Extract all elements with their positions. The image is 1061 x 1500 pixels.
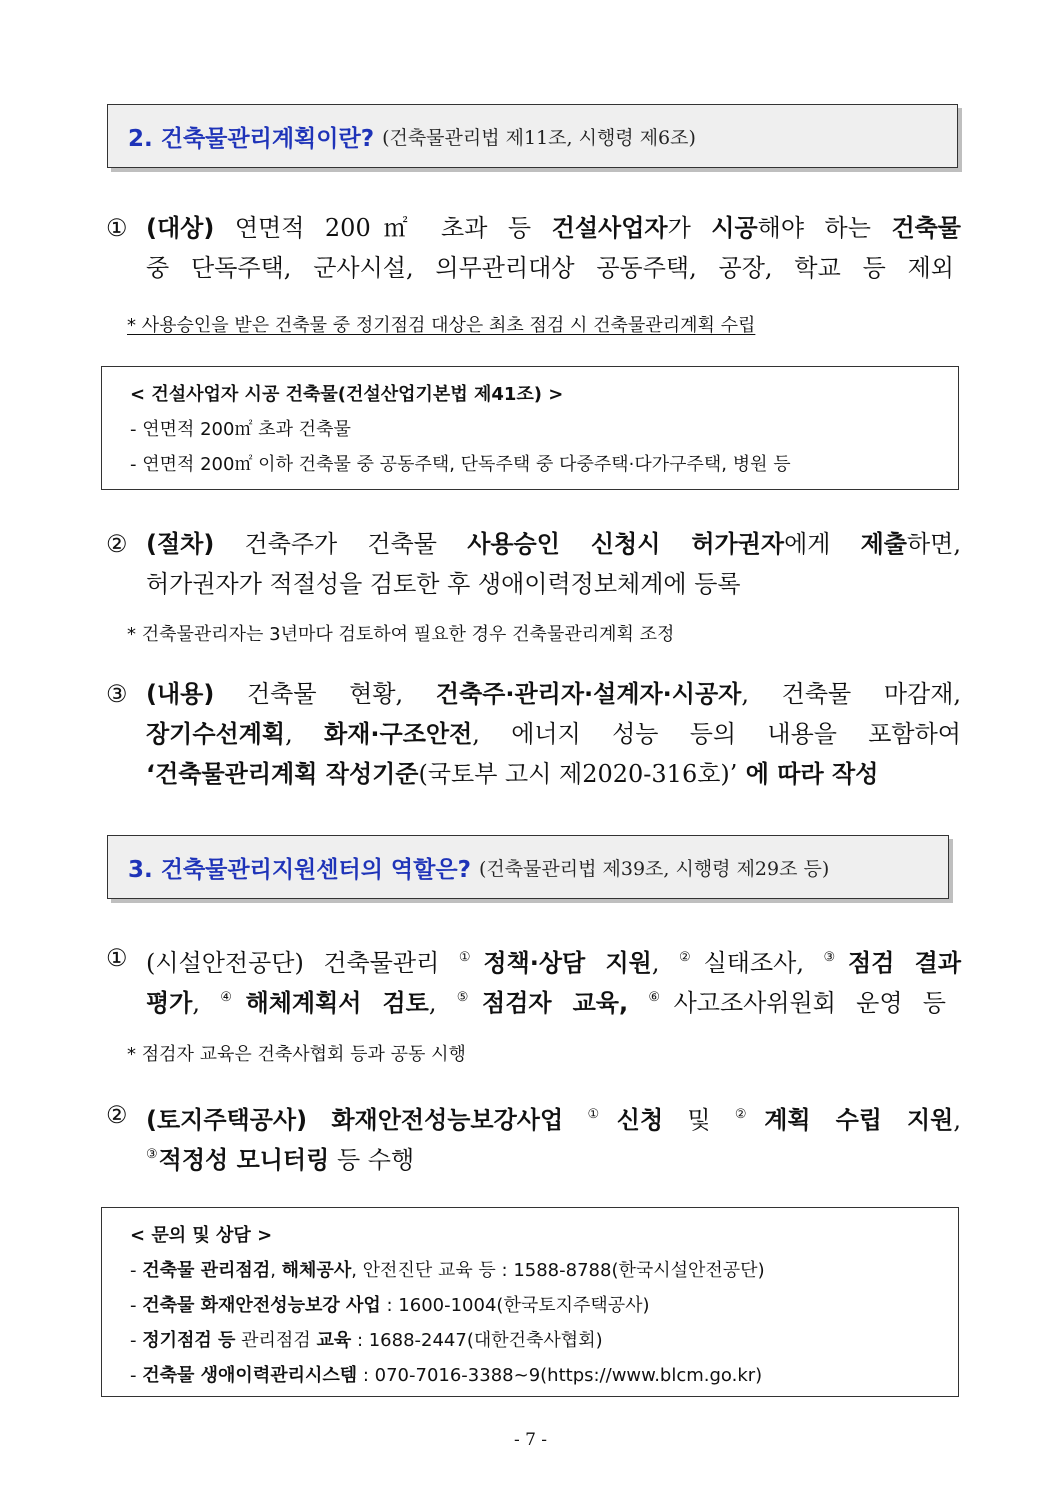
- circled-number: ③: [823, 950, 848, 965]
- text-run: ,: [285, 720, 325, 748]
- box-row-1: - 연면적 200㎡ 초과 건축물: [130, 419, 351, 440]
- text-run: 건축물 화재안전성능보강 사업: [142, 1295, 381, 1316]
- box-title: < 건설사업자 시공 건축물(건설산업기본법 제41조) >: [130, 384, 564, 405]
- item-line-1: [146, 1095, 961, 1140]
- text-run: 사고조사위원회 운영 등: [673, 989, 946, 1017]
- contact-row: [130, 1288, 958, 1323]
- contact-row: [130, 1253, 958, 1288]
- text-run: ,: [953, 1106, 961, 1134]
- text-run: -: [130, 1365, 143, 1386]
- item-line-2: [146, 978, 946, 1023]
- text-run: 화재·구조안전: [324, 720, 473, 748]
- text-run: 건설사업자: [551, 214, 668, 242]
- text-run: 정책·상담 지원: [483, 949, 652, 977]
- item-line-1: [146, 524, 961, 564]
- section-2-reference: (건축물관리법 제11조, 시행령 제6조): [382, 126, 696, 149]
- text-run: -: [130, 1295, 143, 1316]
- text-run: : 1600-1004(한국토지주택공사): [380, 1295, 650, 1316]
- circled-number: ④: [220, 990, 245, 1005]
- item-number: ②: [106, 530, 128, 558]
- text-run: 점검자 교육,: [482, 989, 629, 1017]
- text-run: 해체공사: [281, 1260, 352, 1281]
- text-run: 및: [663, 1106, 735, 1134]
- text-run: ,: [270, 1260, 282, 1281]
- item-line-1: [146, 208, 961, 248]
- text-run: 해체계획서 검토: [245, 989, 429, 1017]
- text-run: 에 따라 작성: [737, 760, 879, 788]
- section-2-item-2-note: * 건축물관리자는 3년마다 검토하여 필요한 경우 건축물관리계획 조정: [127, 624, 675, 645]
- text-run: (내용): [146, 680, 215, 708]
- text-run: 연면적 200㎡ 초과 등: [214, 214, 552, 242]
- contact-row: [130, 1323, 958, 1358]
- note-text: * 사용승인을 받은 건축물 중 정기점검 대상은 최초 점검 시 건축물관리계획 수립: [127, 315, 756, 336]
- item-line-2: 허가권자가 적절성을 검토한 후 생애이력정보체계에 등록: [146, 570, 741, 598]
- item-line-1: [146, 938, 961, 983]
- text-run: 하면,: [907, 530, 961, 558]
- item-number: ②: [106, 1101, 128, 1129]
- section-3-title: 3. 건축물관리지원센터의 역할은?: [128, 856, 471, 883]
- section-3-header: [107, 835, 949, 899]
- text-run: (토지주택공사): [146, 1106, 308, 1134]
- text-run: 건축물 관리점검: [142, 1260, 271, 1281]
- text-run: ,: [651, 949, 680, 977]
- contact-box: [101, 1207, 959, 1397]
- text-run: 제출: [860, 530, 907, 558]
- page-number: - 7 -: [513, 1430, 548, 1450]
- text-run: 관리점검: [235, 1330, 317, 1351]
- circled-number: ①: [587, 1107, 616, 1122]
- circled-number: ②: [734, 1107, 764, 1122]
- text-run: 교육: [316, 1330, 352, 1351]
- text-run: 적정성 모니터링: [158, 1146, 330, 1174]
- text-run: , 에너지 성능 등의 내용을 포함하여: [472, 720, 961, 748]
- text-run: 신청: [616, 1106, 664, 1134]
- text-run: : 1688-2447(대한건축사협회): [351, 1330, 603, 1351]
- text-run: 에게: [784, 530, 861, 558]
- circled-number: ⑥: [648, 990, 673, 1005]
- text-run: 건축물 현황,: [214, 680, 436, 708]
- contact-title: < 문의 및 상담 >: [130, 1225, 273, 1246]
- text-run: (국토부 고시 제2020-316호)’: [418, 760, 738, 788]
- contact-row: [130, 1358, 958, 1393]
- section-2-header: [107, 104, 958, 168]
- text-run: : 070-7016-3388~9(https://www.blcm.go.kr): [357, 1365, 763, 1386]
- text-run: 사용승인 신청시 허가권자: [467, 530, 785, 558]
- text-run: , 안전진단 교육 등 : 1588-8788(한국시설안전공단): [351, 1260, 765, 1281]
- box-row-2: - 연면적 200㎡ 이하 건축물 중 공동주택, 단독주택 중 다중주택·다가구주택, 병원 등: [130, 454, 791, 475]
- item-line-3: [146, 754, 878, 794]
- text-run: 건축주가 건축물: [214, 530, 468, 558]
- text-run: 건축물: [891, 214, 961, 242]
- text-run: , 건축물 마감재,: [741, 680, 962, 708]
- circled-number: ⑤: [456, 990, 482, 1005]
- text-run: (대상): [146, 214, 215, 242]
- text-run: 평가: [146, 989, 193, 1017]
- text-run: 가: [667, 214, 712, 242]
- text-run: [628, 989, 648, 1017]
- item-line-1: [146, 674, 961, 714]
- text-run: 건축주·관리자·설계자·시공자: [435, 680, 742, 708]
- item-number: ①: [106, 944, 128, 972]
- text-run: -: [130, 1260, 143, 1281]
- item-number: ③: [106, 680, 128, 708]
- text-run: ‘건축물관리계획 작성기준: [146, 760, 419, 788]
- text-run: 건축물 생애이력관리시스템: [142, 1365, 358, 1386]
- text-run: ,: [192, 989, 221, 1017]
- text-run: 해야 하는: [757, 214, 892, 242]
- text-run: ,: [428, 989, 457, 1017]
- text-run: 시공: [711, 214, 758, 242]
- text-run: 계획 수립 지원: [764, 1106, 954, 1134]
- section-2-item-1-note: [127, 311, 755, 337]
- text-run: [307, 1106, 331, 1134]
- text-run: 점검 결과: [848, 949, 962, 977]
- item-line-2: 중 단독주택, 군사시설, 의무관리대상 공동주택, 공장, 학교 등 제외: [146, 254, 954, 282]
- text-run: 장기수선계획: [146, 720, 286, 748]
- item-number: ①: [106, 214, 128, 242]
- text-run: (절차): [146, 530, 215, 558]
- item-line-2: [146, 714, 961, 754]
- section-3-reference: (건축물관리법 제39조, 시행령 제29조 등): [478, 857, 830, 880]
- contractor-buildings-box: [101, 366, 959, 490]
- text-run: 화재안전성능보강사업: [331, 1106, 564, 1134]
- item-line-2: [146, 1135, 414, 1180]
- text-run: (시설안전공단): [146, 949, 304, 977]
- text-run: 정기점검 등: [142, 1330, 236, 1351]
- section-3-item-1-note: * 점검자 교육은 건축사협회 등과 공동 시행: [127, 1044, 466, 1065]
- circled-number: ②: [679, 950, 703, 965]
- text-run: 건축물관리: [303, 949, 459, 977]
- text-run: 실태조사,: [703, 949, 824, 977]
- circled-number: ①: [458, 950, 483, 965]
- text-run: -: [130, 1330, 143, 1351]
- text-run: [563, 1106, 587, 1134]
- section-2-title: 2. 건축물관리계획이란?: [128, 125, 375, 152]
- circled-number: ③: [146, 1147, 158, 1162]
- text-run: 등 수행: [329, 1146, 415, 1174]
